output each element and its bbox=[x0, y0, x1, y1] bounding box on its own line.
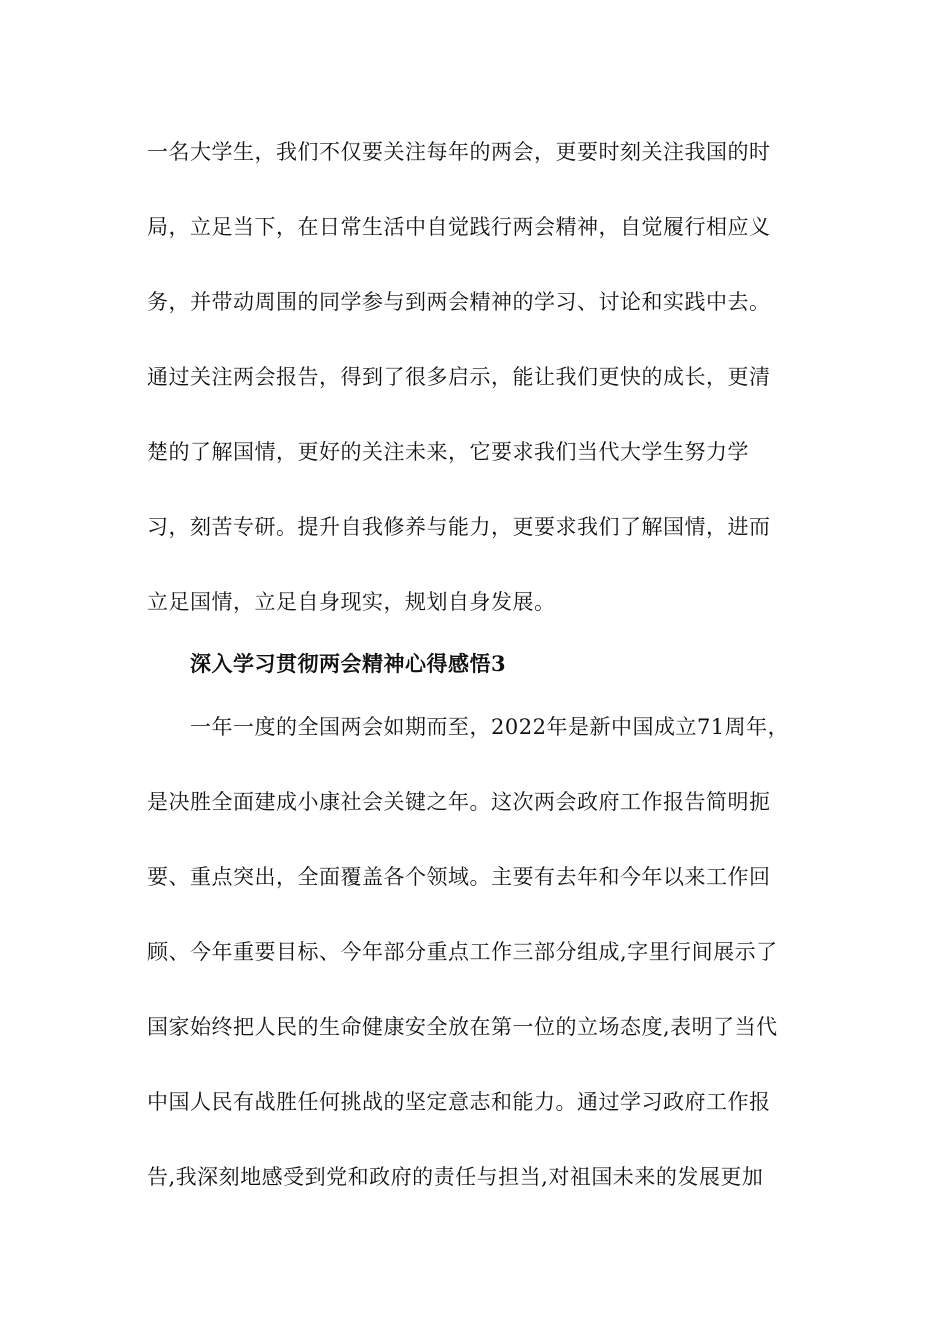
para2-line-4: 立足国情，立足自身现实，规划自身发展。 bbox=[147, 590, 556, 614]
para3-line-6: 中国人民有战胜任何挑战的坚定意志和能力。通过学习政府工作报 bbox=[147, 1090, 771, 1114]
para1-line-1: 一名大学生，我们不仅要关注每年的两会，更要时刻关注我国的时 bbox=[147, 140, 771, 164]
para3-line-3: 要、重点突出，全面覆盖各个领域。主要有去年和今年以来工作回 bbox=[147, 865, 771, 889]
para3-line-1: 一年一度的全国两会如期而至，2022年是新中国成立71周年， bbox=[190, 715, 790, 739]
para2-line-1: 通过关注两会报告，得到了很多启示，能让我们更快的成长，更清 bbox=[147, 365, 771, 389]
section-heading: 深入学习贯彻两会精神心得感悟3 bbox=[190, 651, 507, 676]
para3-line-7: 告,我深刻地感受到党和政府的责任与担当,对祖国未来的发展更加 bbox=[147, 1165, 764, 1189]
para2-line-2: 楚的了解国情，更好的关注未来，它要求我们当代大学生努力学 bbox=[147, 440, 749, 464]
para3-line-2: 是决胜全面建成小康社会关键之年。这次两会政府工作报告简明扼 bbox=[147, 790, 771, 814]
para1-line-2: 局，立足当下，在日常生活中自觉践行两会精神，自觉履行相应义 bbox=[147, 215, 771, 239]
para1-line-3: 务，并带动周围的同学参与到两会精神的学习、讨论和实践中去。 bbox=[147, 290, 771, 314]
para3-line-5: 国家始终把人民的生命健康安全放在第一位的立场态度,表明了当代 bbox=[147, 1015, 778, 1039]
para3-line-4: 顾、今年重要目标、今年部分重点工作三部分组成,字里行间展示了 bbox=[147, 940, 778, 964]
para2-line-3: 习，刻苦专研。提升自我修养与能力，更要求我们了解国情，进而 bbox=[147, 515, 771, 539]
